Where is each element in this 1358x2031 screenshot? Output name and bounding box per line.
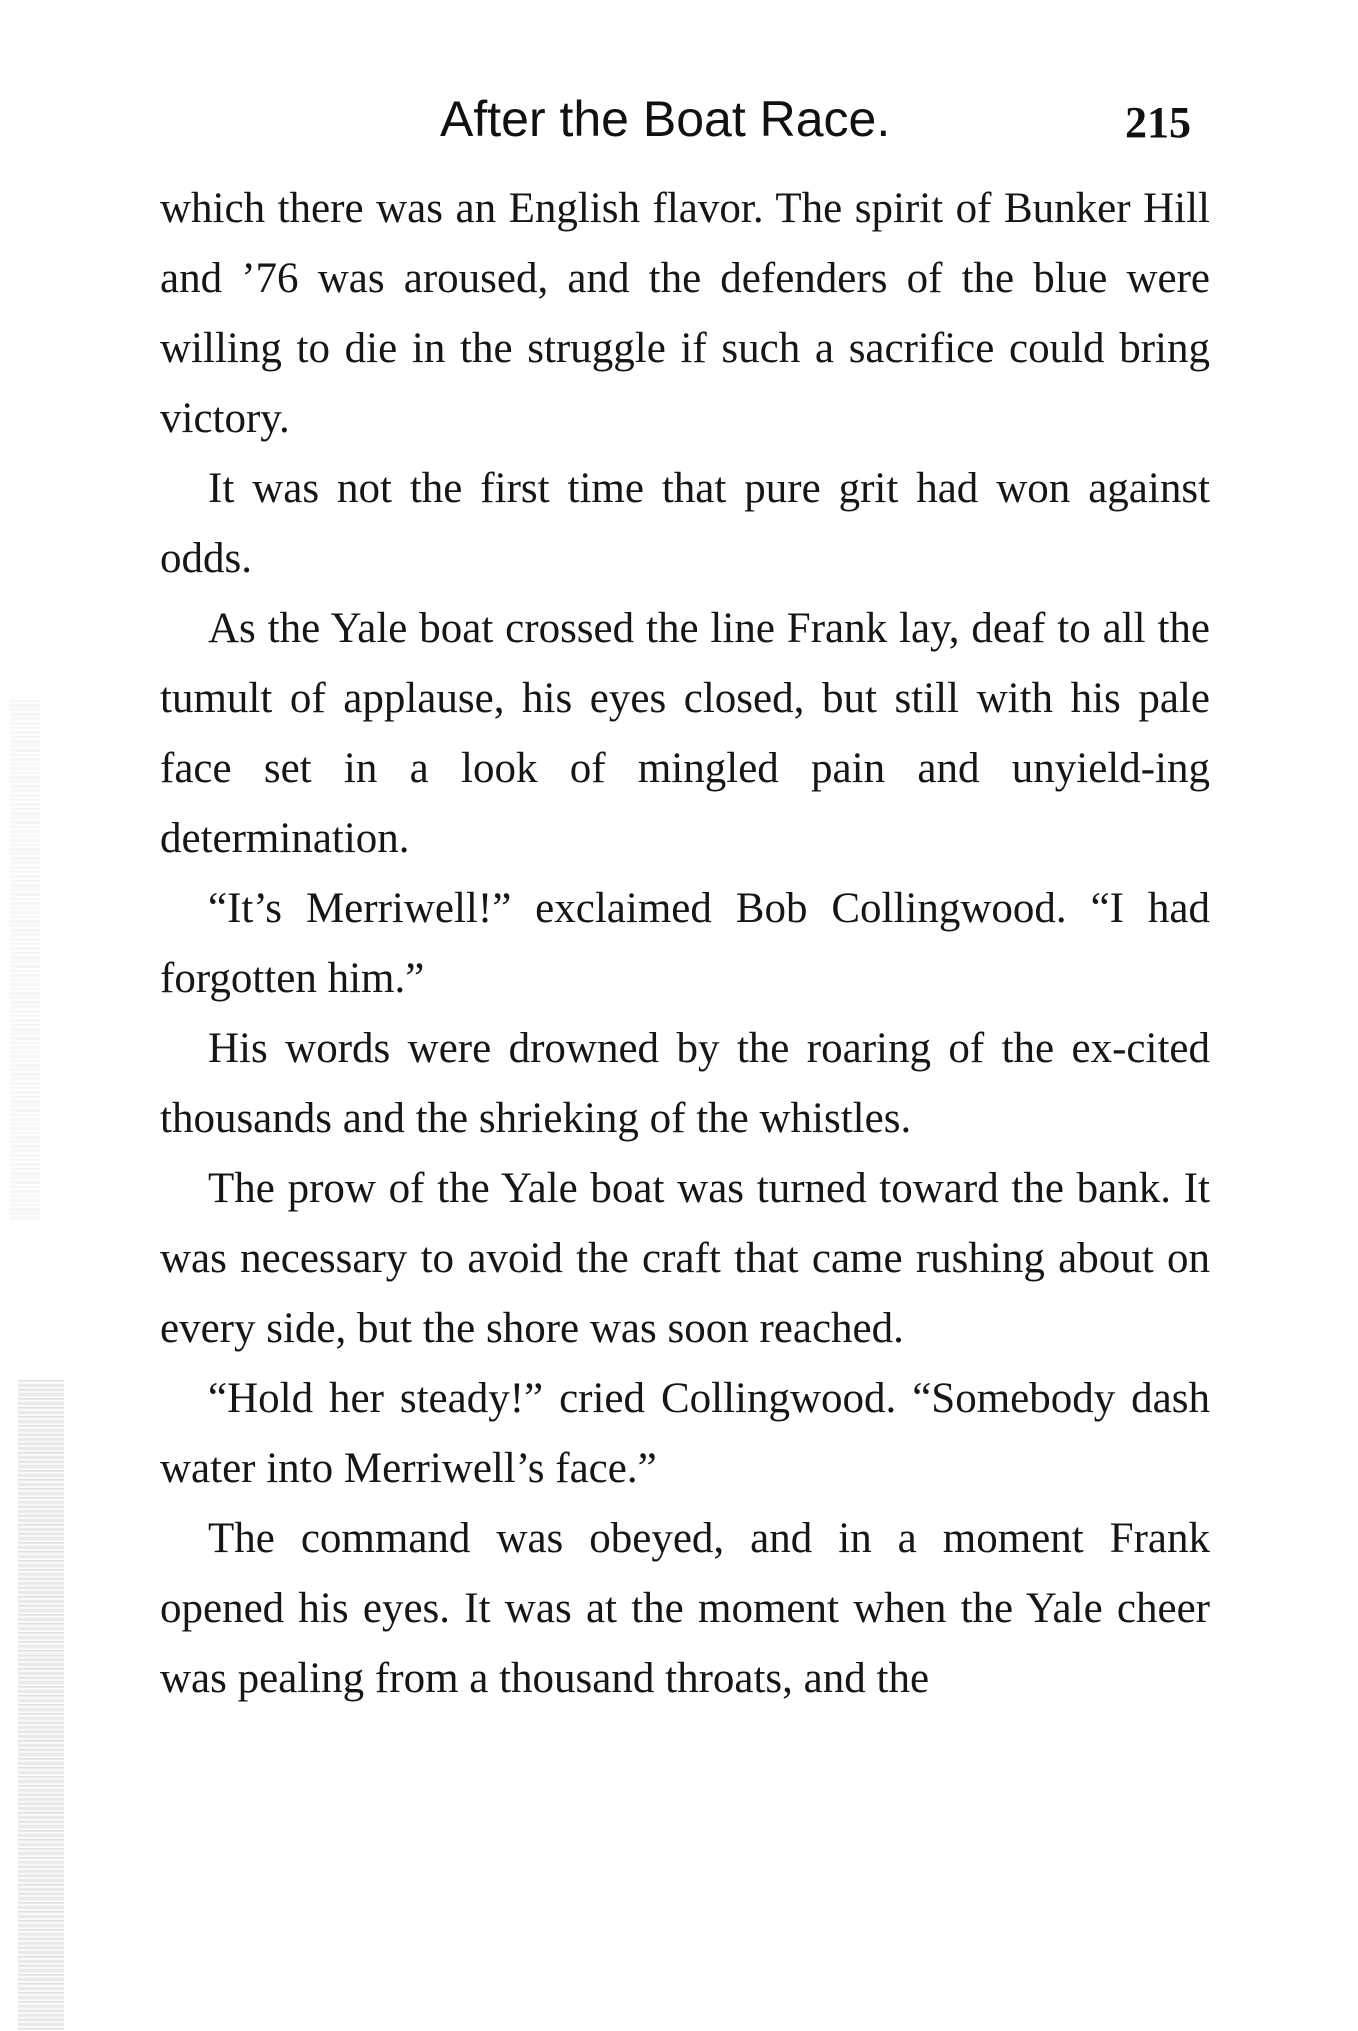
paragraph: which there was an English flavor. The spirit of Bunker Hill and ’76 was aroused, and the defenders of the blue were willing to die in the struggle if such a sacrifice could bring victory.	[160, 185, 1210, 442]
binding-edge-shadow	[18, 1380, 64, 2030]
page-number: 215	[1125, 98, 1191, 147]
page-header	[0, 84, 1358, 154]
paragraph: The prow of the Yale boat was turned toward the bank. It was necessary to avoid the craft that came rushing about on every side, but the shore was soon reached.	[160, 1165, 1210, 1352]
paragraph: “Hold her steady!” cried Collingwood. “Somebody dash water into Merriwell’s face.”	[160, 1375, 1210, 1492]
paragraph: It was not the first time that pure grit had won against odds.	[160, 465, 1210, 582]
paragraph: As the Yale boat crossed the line Frank lay, deaf to all the tumult of applause, his eyes closed, but still with his pale face set in a look of mingled pain and unyield-ing determination.	[160, 605, 1210, 862]
paragraph: “It’s Merriwell!” exclaimed Bob Collingwood. “I had forgotten him.”	[160, 885, 1210, 1002]
running-head: After the Boat Race.	[440, 91, 891, 147]
body-text	[160, 174, 1210, 1714]
paragraph: His words were drowned by the roaring of the ex-cited thousands and the shrieking of the whistles.	[160, 1025, 1210, 1142]
paragraph: The command was obeyed, and in a moment Frank opened his eyes. It was at the moment when the Yale cheer was pealing from a thousand throats, and the	[160, 1515, 1210, 1702]
binding-edge-shadow	[10, 700, 40, 1220]
